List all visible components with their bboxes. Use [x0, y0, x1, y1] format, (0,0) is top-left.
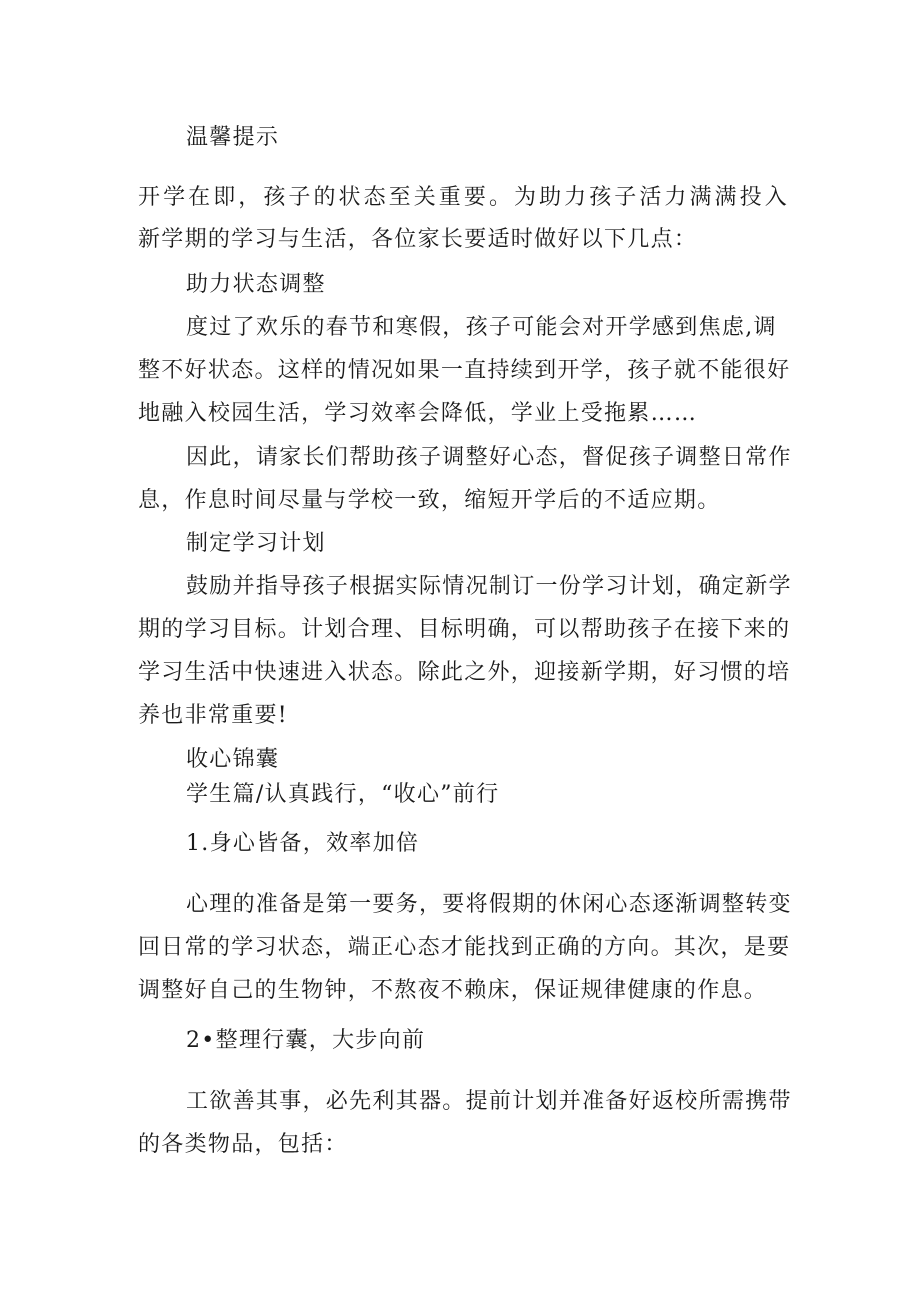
plan-line-4: 养也非常重要!	[138, 703, 288, 728]
adjust-p1-line-1: 度过了欢乐的春节和寒假，孩子可能会对开学感到焦虑,调	[186, 315, 777, 340]
intro-line-2: 新学期的学习与生活，各位家长要适时做好以下几点：	[138, 227, 698, 252]
item-1-line-3: 调整好自己的生物钟，不熬夜不赖床，保证规律健康的作息。	[138, 978, 768, 1003]
plan-line-2: 期的学习目标。计划合理、目标明确，可以帮助孩子在接下来的	[138, 617, 791, 642]
intro-line-1: 开学在即，孩子的状态至关重要。为助力孩子活力满满投入	[138, 185, 788, 210]
plan-line-3: 学习生活中快速进入状态。除此之外，迎接新学期，好习惯的培	[138, 660, 791, 685]
item-2-line-1: 工欲善其事，必先利其器。提前计划并准备好返校所需携带	[186, 1089, 792, 1114]
section-title-tips: 收心锦囊	[186, 747, 280, 772]
item-2-line-2: 的各类物品，包括：	[138, 1132, 348, 1157]
doc-heading: 温馨提示	[186, 125, 280, 150]
section-title-plan: 制定学习计划	[186, 531, 326, 556]
adjust-p2-line-1: 因此，请家长们帮助孩子调整好心态，督促孩子调整日常作	[186, 445, 792, 470]
item-1-line-2: 回日常的学习状态，端正心态才能找到正确的方向。其次，是要	[138, 935, 791, 960]
adjust-p1-line-3: 地融入校园生活，学习效率会降低，学业上受拖累……	[138, 401, 698, 426]
item-1-title: 1.身心皆备，效率加倍	[186, 831, 420, 856]
plan-line-1: 鼓励并指导孩子根据实际情况制订一份学习计划，确定新学	[186, 574, 792, 599]
section-subtitle-students: 学生篇/认真践行，“收心”前行	[186, 782, 500, 807]
adjust-p2-line-2: 息，作息时间尽量与学校一致，缩短开学后的不适应期。	[138, 488, 721, 513]
adjust-p1-line-2: 整不好状态。这样的情况如果一直持续到开学，孩子就不能很好	[138, 358, 791, 383]
section-title-adjust: 助力状态调整	[186, 272, 326, 297]
item-2-title: 2•整理行囊，大步向前	[186, 1028, 426, 1053]
item-1-line-1: 心理的准备是第一要务，要将假期的休闲心态逐渐调整转变	[186, 892, 792, 917]
